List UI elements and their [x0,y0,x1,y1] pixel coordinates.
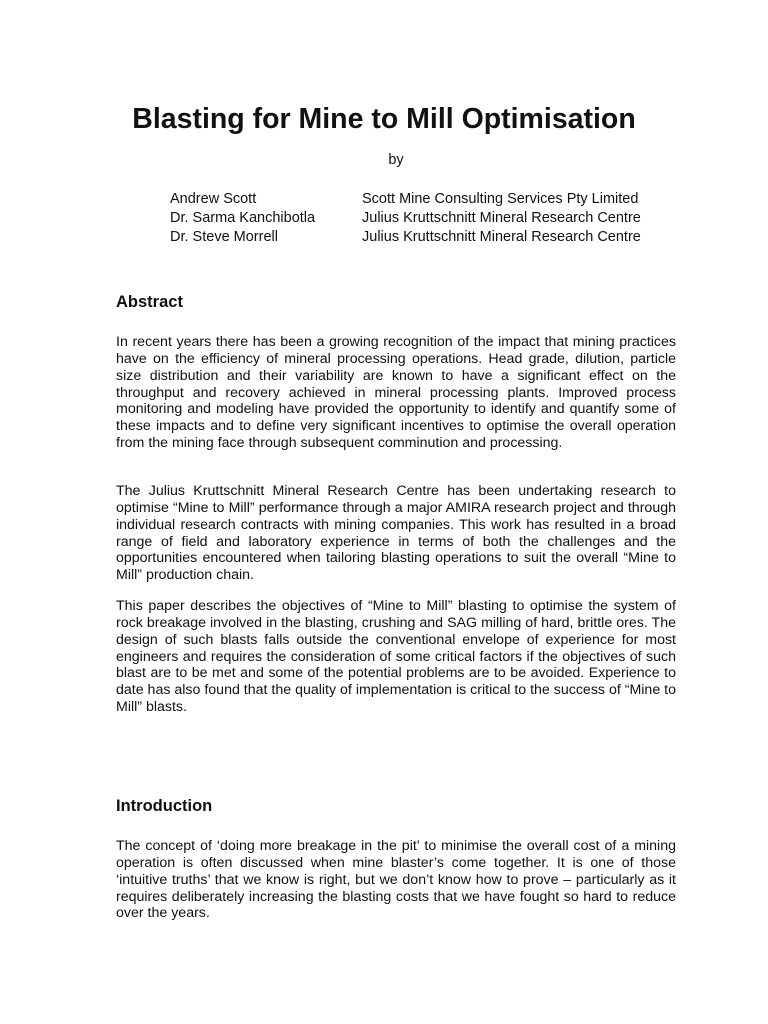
introduction-paragraph: The concept of ‘doing more breakage in the pit’ to minimise the overall cost of a mining operation is often discussed when mine blaster’s come together. It is one of those ‘intuitive truths’ that we know is right, but we don’t know how to prove – particularly as it requires deliberately increasing the blasting costs that we have fought so hard to reduce over the years. [116,838,676,922]
abstract-heading: Abstract [116,293,183,311]
abstract-paragraph: In recent years there has been a growing recognition of the impact that mining practices have on the efficiency of mineral processing operations. Head grade, dilution, particle size distribution and their variability are known to have a significant effect on the throughput and recovery achieved in mineral processing plants. Improved process monitoring and modeling have provided the opportunity to identify and quantify some of these impacts and to define very significant incentives to optimise the overall operation from the mining face through subsequent comminution and processing. [116,334,676,452]
author-name: Andrew Scott [170,191,257,207]
author-row [170,209,690,228]
author-list [170,190,690,247]
author-affiliation: Julius Kruttschnitt Mineral Research Centre [362,229,641,245]
abstract-paragraph: The Julius Kruttschnitt Mineral Research Centre has been undertaking research to optimise “Mine to Mill” performance through a major AMIRA research project and through individual research contracts with mining companies. This work has resulted in a broad range of field and laboratory experience in terms of both the challenges and the opportunities encountered when tailoring blasting operations to suit the overall “Mine to Mill” production chain. [116,483,676,584]
author-row [170,228,690,247]
author-name: Dr. Sarma Kanchibotla [170,210,316,226]
author-row [170,190,690,209]
paper-title: Blasting for Mine to Mill Optimisation [132,103,636,135]
author-affiliation: Julius Kruttschnitt Mineral Research Centre [362,210,641,226]
byline: by [388,152,404,168]
author-affiliation: Scott Mine Consulting Services Pty Limited [362,191,639,207]
abstract-paragraph: This paper describes the objectives of “Mine to Mill” blasting to optimise the system of rock breakage involved in the blasting, crushing and SAG milling of hard, brittle ores. The design of such blasts falls outside the conventional envelope of experience for most engineers and requires the consideration of some critical factors if the objectives of such blast are to be met and some of the potential problems are to be avoided. Experience to date has also found that the quality of implementation is critical to the success of “Mine to Mill” blasts. [116,598,676,716]
introduction-heading: Introduction [116,797,213,815]
author-name: Dr. Steve Morrell [170,229,278,245]
